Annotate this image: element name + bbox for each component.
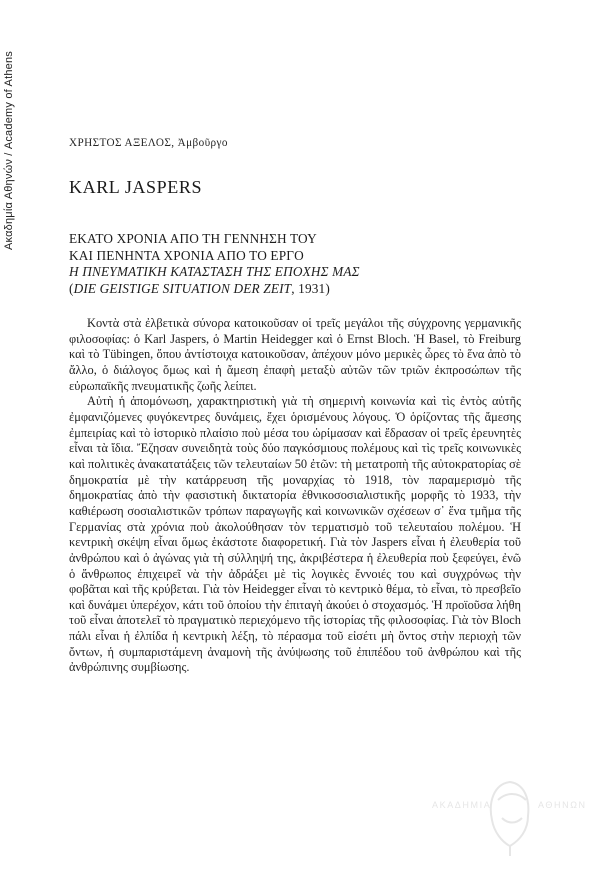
article-body bbox=[69, 316, 521, 676]
athena-head-icon bbox=[480, 770, 540, 860]
subtitle-line-1: ΕΚΑΤΟ ΧΡΟΝΙΑ ΑΠΟ ΤΗ ΓΕΝΝΗΣΗ ΤΟΥ bbox=[69, 231, 317, 246]
author-header bbox=[69, 137, 228, 149]
author-location: Ἀμβοῦργο bbox=[177, 137, 228, 149]
subtitle-paren-open: ( bbox=[69, 280, 74, 296]
archive-side-label: Ακαδημία Αθηνών / Academy of Athens bbox=[3, 50, 15, 250]
watermark-text-right: ΑΘΗΝΩΝ bbox=[538, 800, 587, 810]
paragraph-1: Κοντὰ στὰ ἐλβετικὰ σύνορα κατοικοῦσαν οἱ τρεῖς μεγάλοι τῆς σύγχρονης γερμανικῆς φιλοσοφίας: ὁ Karl Jaspers, ὁ Martin Heidegger καὶ ὁ Ernst Bloch. Ἡ Basel, τὸ Freiburg καὶ τὸ Tübingen, ὅπου ἀντίστοιχα κατοικοῦσαν, ἀπέχουν μόνο μερικὲς ὧρες τὸ ἕνα ἀπὸ τὸ ἄλλο, ὁ διάλογος ὅμως καὶ ἡ ἄμεση ἐπαφὴ μεταξὺ αὐτῶν τῶν τριῶν ἐκπροσώπων τῆς εὐρωπαϊκῆς πνευματικῆς ζωῆς λείπει. bbox=[69, 316, 521, 393]
subtitle-line-3: Η ΠΝΕΥΜΑΤΙΚΗ ΚΑΤΑΣΤΑΣΗ ΤΗΣ ΕΠΟΧΗΣ ΜΑΣ bbox=[69, 264, 360, 280]
article-subtitle bbox=[69, 231, 539, 297]
subtitle-year: , 1931) bbox=[291, 280, 330, 296]
author-name: ΧΡΗΣΤΟΣ ΑΞΕΛΟΣ, bbox=[69, 137, 175, 149]
watermark-text-left: ΑΚΑΔΗΜΙΑ bbox=[432, 800, 492, 810]
subtitle-work-title: DIE GEISTIGE SITUATION DER ZEIT bbox=[73, 280, 292, 296]
subtitle-line-2: ΚΑΙ ΠΕΝΗΝΤΑ ΧΡΟΝΙΑ ΑΠΟ ΤΟ ΕΡΓΟ bbox=[69, 247, 304, 263]
paragraph-2: Αὐτὴ ἡ ἀπομόνωση, χαρακτηριστικὴ γιὰ τὴ σημερινὴ κοινωνία καὶ τὶς ἐντὸς αὐτῆς ἐμφανιζόμενες φυγόκεντρες δυνάμεις, ἔχει ὁρισμένους λόγους. Ὁ ὁρίζοντας τῆς ἄμεσης ἐμπειρίας καὶ τὸ ἱστορικὸ πλαίσιο ποὺ μέσα του ὡρίμασαν καὶ ἔδρασαν οἱ τρεῖς ἐρευνητὲς εἶναι τὰ ἴδια. Ἔζησαν συνειδητὰ τοὺς δύο παγκόσμιους πολέμους καὶ τὶς τρεῖς κοινωνικὲς καὶ πολιτικὲς ἀνακατατάξεις τῶν τελευταίων 50 ἐτῶν: τὴ μετατροπὴ τῆς αὐτοκρατορίας σὲ δημοκρατία μὲ τὴν κατάρρευση τῆς μοναρχίας τὸ 1918, τὸν παραμερισμὸ τῆς δημοκρατίας ἀπὸ τὴν φασιστικὴ δικτατορία ἐθνικοσοσιαλιστικῆς μορφῆς τὸ 1933, τὴν καθιέρωση σοσιαλιστικῶν τρόπων παραγωγῆς καὶ κοινωνικῶν σχέσεων σ᾽ ἕνα τμῆμα τῆς Γερμανίας στὰ χρόνια ποὺ ἀκολούθησαν τὸν τερματισμὸ τοῦ τελευταίου πολέμου. Ἡ κεντρικὴ σκέψη εἶναι ὅμως ἑκάστοτε διαφορετική. Γιὰ τὸν Jaspers εἶναι ἡ ἐλευθερία τοῦ ἀνθρώπου καὶ ὁ ἀγώνας γιὰ τὴ σύλληψή της, ἀκριβέστερα ἡ ἐλευθερία ποὺ ξεφεύγει, ἐνῶ ὁ ἄνθρωπος ἐπιχειρεῖ νὰ τὴν ἀδράξει μὲ τὶς λογικὲς ἔννοιές του καὶ συγχρόνως τὴν φοβᾶται καὶ τῆς κρύβεται. Γιὰ τὸν Heidegger εἶναι τὸ κεντρικὸ θέμα, τὸ εἶναι, τὸ πρεσβεῖο καὶ δυνάμει ὑπερέχον, κάτι τοῦ ὁποίου τὴν ἐπιταγὴ ἀκούει ὁ στοχασμός. Ἡ προϊοῦσα λήθη τοῦ εἶναι ἀποτελεῖ τὸ πραγματικὸ περιεχόμενο τῆς ἱστορίας τῆς φιλοσοφίας. Γιὰ τὸν Bloch πάλι εἶναι ἡ ἐλπίδα ἡ κεντρικὴ λέξη, τὸ πέρασμα τοῦ εἰσέτι μὴ ὄντος στὴν περιοχὴ τῶν ὄντων, ἡ συμπαριστάμενη ἀναμονὴ τῆς ἀνύψωσης τοῦ ἐπιπέδου τοῦ ἀνθρώπου καὶ τῆς ἀνθρώπινης συμβίωσης. bbox=[69, 394, 521, 675]
academy-watermark bbox=[432, 770, 587, 860]
page-title: KARL JASPERS bbox=[69, 177, 203, 197]
subtitle-line-4 bbox=[69, 281, 539, 298]
